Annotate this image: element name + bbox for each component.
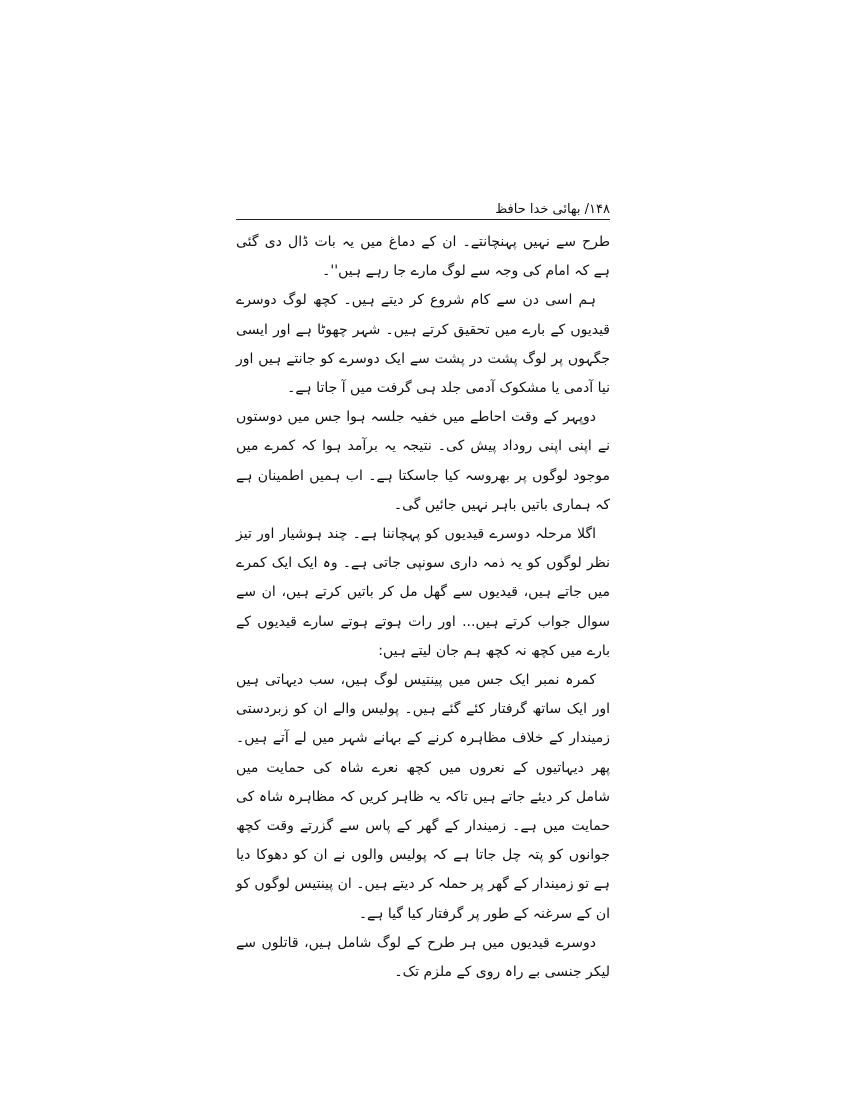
paragraph-continuation: طرح سے نہیں پہنچانتے۔ ان کے دماغ میں یہ بات ڈال دی گئی ہے کہ امام کی وجہ سے لوگ مارے جا رہے ہیں''۔ (236, 234, 610, 280)
paragraph-other-prisoners: دوسرے قیدیوں میں ہر طرح کے لوگ شامل ہیں، قاتلوں سے لیکر جنسی بے راہ روی کے ملزم تک۔ (236, 934, 610, 981)
paragraph-secret-meeting: دوپہر کے وقت احاطے میں خفیہ جلسہ ہوا جس میں دوستوں نے اپنی اپنی روداد پیش کی۔ نتیجہ یہ برآمد ہوا کہ کمرے میں موجود لوگوں پر بھروسہ کیا جاسکتا ہے۔ اب ہمیں اطمینان ہے کہ ہماری باتیں باہر نہیں جائیں گی۔ (236, 409, 610, 513)
running-header: ۱۴۸/ بھائی خدا حافظ (495, 202, 610, 217)
paragraph-identifying-prisoners: اگلا مرحلہ دوسرے قیدیوں کو پہچاننا ہے۔ چند ہوشیار اور تیز نظر لوگوں کو یہ ذمہ داری سونپی جاتی ہے۔ وہ ایک ایک کمرے میں جاتے ہیں، قیدیوں سے گھل مل کر باتیں کرتے ہیں، ان سے سوال جواب کرتے ہیں... اور رات ہوتے ہوتے سارے قیدیوں کے بارے میں کچھ نہ کچھ ہم جان لیتے ہیں: (236, 526, 610, 659)
header-divider (236, 219, 610, 220)
paragraph-room-one: کمرہ نمبر ایک جس میں پینتیس لوگ ہیں، سب دیہاتی ہیں اور ایک ساتھ گرفتار کئے گئے ہیں۔ پولیس والے ان کو زبردستی زمیندار کے خلاف مظاہرہ کرنے کے بہانے شہر میں لے آتے ہیں۔ پھر دیہاتیوں کے نعروں میں کچھ نعرے شاہ کی حمایت میں شامل کر دیئے جاتے ہیں تاکہ یہ ظاہر کریں کہ مظاہرہ شاہ کی حمایت میں ہے۔ زمیندار کے گھر کے پاس سے گزرتے وقت کچھ جوانوں کو پتہ چل جاتا ہے کہ پولیس والوں نے ان کو دھوکا دیا ہے تو زمیندار کے گھر پر حملہ کر دیتے ہیں۔ ان پینتیس لوگوں کو ان کے سرغنہ کے طور پر گرفتار کیا گیا ہے۔ (236, 672, 610, 922)
page-body (236, 228, 610, 987)
paragraph-investigation: ہم اسی دن سے کام شروع کر دیتے ہیں۔ کچھ لوگ دوسرے قیدیوں کے بارے میں تحقیق کرتے ہیں۔ شہر چھوٹا ہے اور ایسی جگہوں پر لوگ پشت در پشت سے ایک دوسرے کو جانتے ہیں اور نیا آدمی یا مشکوک آدمی جلد ہی گرفت میں آ جاتا ہے۔ (236, 292, 610, 397)
